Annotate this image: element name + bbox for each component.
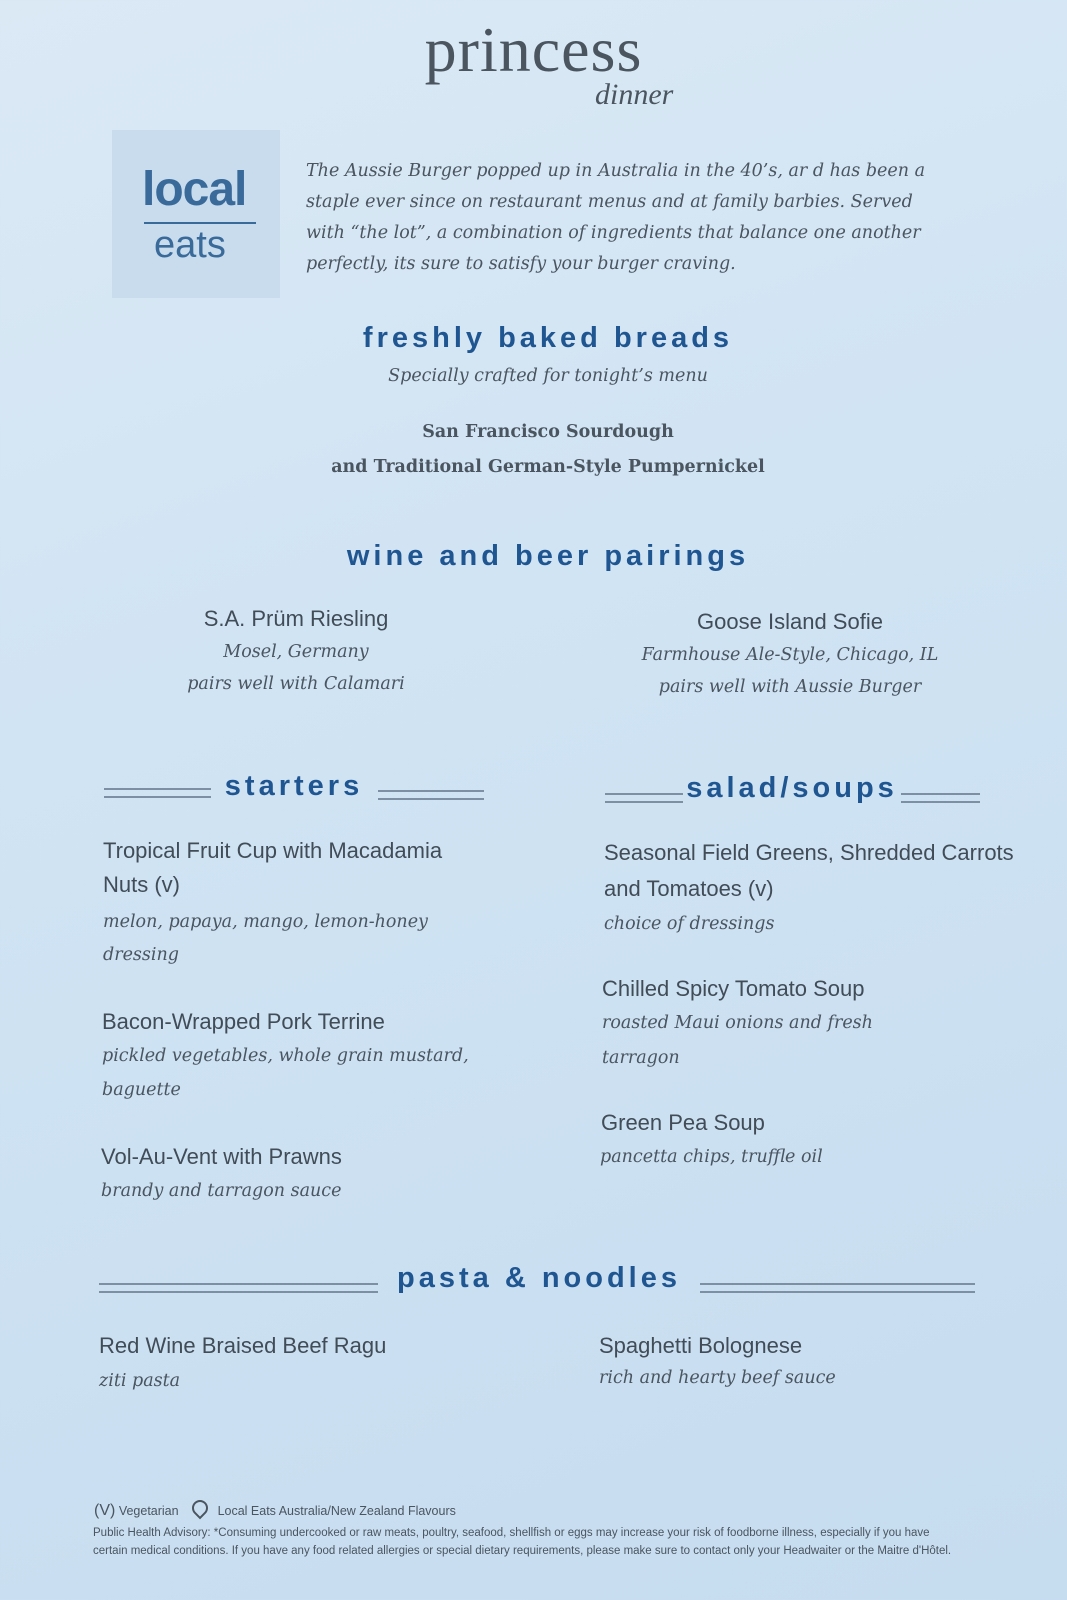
menu-item-name: Chilled Spicy Tomato Soup xyxy=(602,976,865,1001)
divider-line xyxy=(901,793,980,803)
menu-item-name: Spaghetti Bolognese xyxy=(599,1333,803,1358)
bread-line-1: San Francisco Sourdough xyxy=(422,422,674,442)
vegetarian-label: Vegetarian xyxy=(118,1504,179,1518)
menu-item-desc: choice of dressings xyxy=(604,914,775,934)
menu-item-desc: rich and hearty beef sauce xyxy=(599,1368,836,1388)
pairing-origin: Mosel, Germany xyxy=(223,642,369,662)
menu-item-name: Tropical Fruit Cup with Macadamia xyxy=(103,838,443,863)
logo-line1: local xyxy=(142,163,247,216)
menu-item-name: Nuts (v) xyxy=(103,872,180,897)
breads-subtitle: Specially crafted for tonight’s menu xyxy=(388,366,708,386)
pairing-note: pairs well with Calamari xyxy=(187,674,405,694)
pairing-note: pairs well with Aussie Burger xyxy=(658,677,922,697)
menu-item-name: Bacon-Wrapped Pork Terrine xyxy=(102,1009,385,1034)
menu-item-desc: dressing xyxy=(103,945,179,965)
salads-heading: salad/soups xyxy=(686,772,898,804)
menu-item-desc: melon, papaya, mango, lemon-honey xyxy=(103,912,428,932)
local-eats-label: Local Eats Australia/New Zealand Flavours xyxy=(217,1504,456,1518)
pairing-origin: Farmhouse Ale-Style, Chicago, IL xyxy=(641,645,939,665)
menu-item-name: Red Wine Braised Beef Ragu xyxy=(99,1333,387,1358)
breads-heading: freshly baked breads xyxy=(362,322,734,354)
menu-item-name: Seasonal Field Greens, Shredded Carrots xyxy=(604,840,1014,865)
divider-line xyxy=(378,790,484,800)
local-eats-logo xyxy=(112,130,280,298)
pairing-name: S.A. Prüm Riesling xyxy=(203,606,389,631)
starters-heading: starters xyxy=(224,770,364,802)
logo-line2: eats xyxy=(154,224,226,266)
location-pin-icon xyxy=(189,1497,212,1520)
intro-paragraph: The Aussie Burger popped up in Australia in the 40’s, ar d has been a staple ever since on restaurant menus and at family barbies. Served with “the lot”, a combination of ingredients that balance one another perfectly, its sure to satisfy your burger craving. xyxy=(306,161,926,274)
meal-subtitle: dinner xyxy=(595,78,674,111)
menu-item-desc: brandy and tarragon sauce xyxy=(101,1181,342,1201)
footer-legend xyxy=(94,1500,456,1520)
pairings-heading: wine and beer pairings xyxy=(346,540,750,572)
divider-line xyxy=(99,1283,378,1293)
divider-line xyxy=(104,788,211,798)
menu-item-desc: pancetta chips, truffle oil xyxy=(600,1147,823,1167)
menu-item-desc: tarragon xyxy=(602,1048,680,1068)
pairing-wine xyxy=(146,606,446,694)
menu-item-name: Green Pea Soup xyxy=(601,1110,765,1135)
divider-line xyxy=(700,1283,975,1293)
advisory-line-2: certain medical conditions. If you have any food related allergies or special dietary requirements, please make sure to contact only your Headwaiter or the Maitre d'Hôtel. xyxy=(93,1545,952,1557)
advisory-line-1: Public Health Advisory: *Consuming undercooked or raw meats, poultry, seafood, shellfish or eggs may increase your risk of foodborne illness, especially if you have xyxy=(93,1527,930,1539)
vegetarian-mark: (V) xyxy=(94,1502,116,1519)
menu-item-name: Vol-Au-Vent with Prawns xyxy=(101,1144,342,1169)
pasta-heading: pasta & noodles xyxy=(397,1262,681,1294)
menu-item-name: and Tomatoes (v) xyxy=(604,876,774,901)
menu-item-desc: pickled vegetables, whole grain mustard, xyxy=(102,1046,469,1066)
bread-line-2: and Traditional German-Style Pumpernickel xyxy=(331,457,765,477)
brand-title: princess xyxy=(424,14,643,85)
menu-item-desc: roasted Maui onions and fresh xyxy=(602,1013,873,1033)
pairing-name: Goose Island Sofie xyxy=(697,609,883,634)
health-advisory xyxy=(93,1524,993,1560)
divider-line xyxy=(605,793,683,803)
menu-item-desc: baguette xyxy=(102,1080,181,1100)
pairing-beer xyxy=(610,609,970,697)
menu-item-desc: ziti pasta xyxy=(99,1371,181,1391)
